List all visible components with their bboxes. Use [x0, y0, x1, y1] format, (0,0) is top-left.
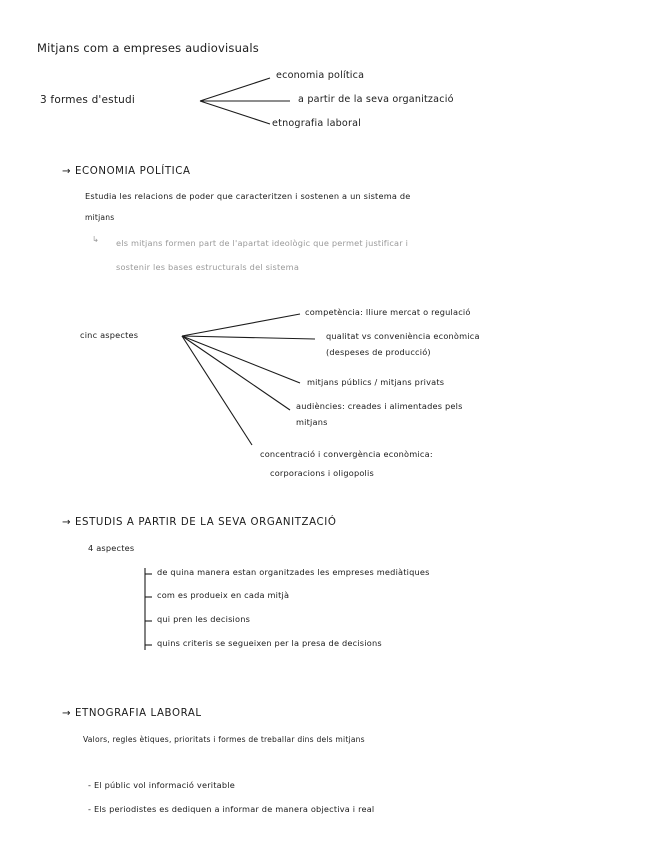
aspect-3: mitjans públics / mitjans privats: [307, 377, 445, 387]
cinc-label: cinc aspectes: [80, 330, 139, 340]
branch-economia: economia política: [276, 70, 365, 81]
branch-line-etnografia: [200, 101, 270, 124]
aspect-5b: corporacions i oligopolis: [270, 468, 374, 478]
return-arrow-icon: ↳: [92, 234, 100, 244]
page-title: Mitjans com a empreses audiovisuals: [37, 41, 259, 55]
aspect-2b: (despeses de producció): [326, 347, 431, 357]
economia-desc-2: mitjans: [85, 213, 115, 222]
aspect-line-1: [182, 314, 300, 336]
org-item-3: qui pren les decisions: [157, 614, 251, 624]
heading-economia: → ECONOMIA POLÍTICA: [62, 166, 191, 177]
branch-etnografia: etnografia laboral: [272, 118, 362, 129]
aspect-line-2: [182, 336, 315, 339]
org-item-1: de quina manera estan organitzades les empreses mediàtiques: [157, 567, 430, 577]
aspect-4: audiències: creades i alimentades pels: [296, 401, 463, 411]
etnografia-desc: Valors, regles ètiques, prioritats i formes de treballar dins dels mitjans: [83, 735, 365, 744]
org-item-2: com es produeix en cada mitjà: [157, 590, 290, 600]
economia-desc-1: Estudia les relacions de poder que caracteritzen i sostenen a un sistema de: [85, 191, 411, 201]
org-item-4: quins criteris se segueixen per la presa de decisions: [157, 638, 382, 648]
heading-organitzacio: → ESTUDIS A PARTIR DE LA SEVA ORGANITZACIÓ: [62, 517, 337, 528]
branch-organitzacio: a partir de la seva organització: [298, 94, 454, 105]
aspect-1: competència: lliure mercat o regulació: [305, 307, 471, 317]
organitzacio-sublabel: 4 aspectes: [88, 543, 135, 553]
economia-note-2: sostenir les bases estructurals del sistema: [116, 262, 300, 272]
aspect-4b: mitjans: [296, 417, 328, 427]
aspect-5: concentració i convergència econòmica:: [260, 449, 433, 459]
heading-etnografia: → ETNOGRAFIA LABORAL: [62, 708, 202, 719]
economia-note-1: els mitjans formen part de l'apartat ideològic que permet justificar i: [116, 238, 409, 248]
aspect-2: qualitat vs conveniència econòmica: [326, 331, 480, 341]
etnografia-bullet-1: - El públic vol informació veritable: [88, 780, 235, 790]
aspect-line-5: [182, 336, 252, 445]
formes-label: 3 formes d'estudi: [40, 94, 136, 106]
branch-line-economia: [200, 78, 270, 101]
etnografia-bullet-2: - Els periodistes es dediquen a informar de manera objectiva i real: [88, 804, 375, 814]
